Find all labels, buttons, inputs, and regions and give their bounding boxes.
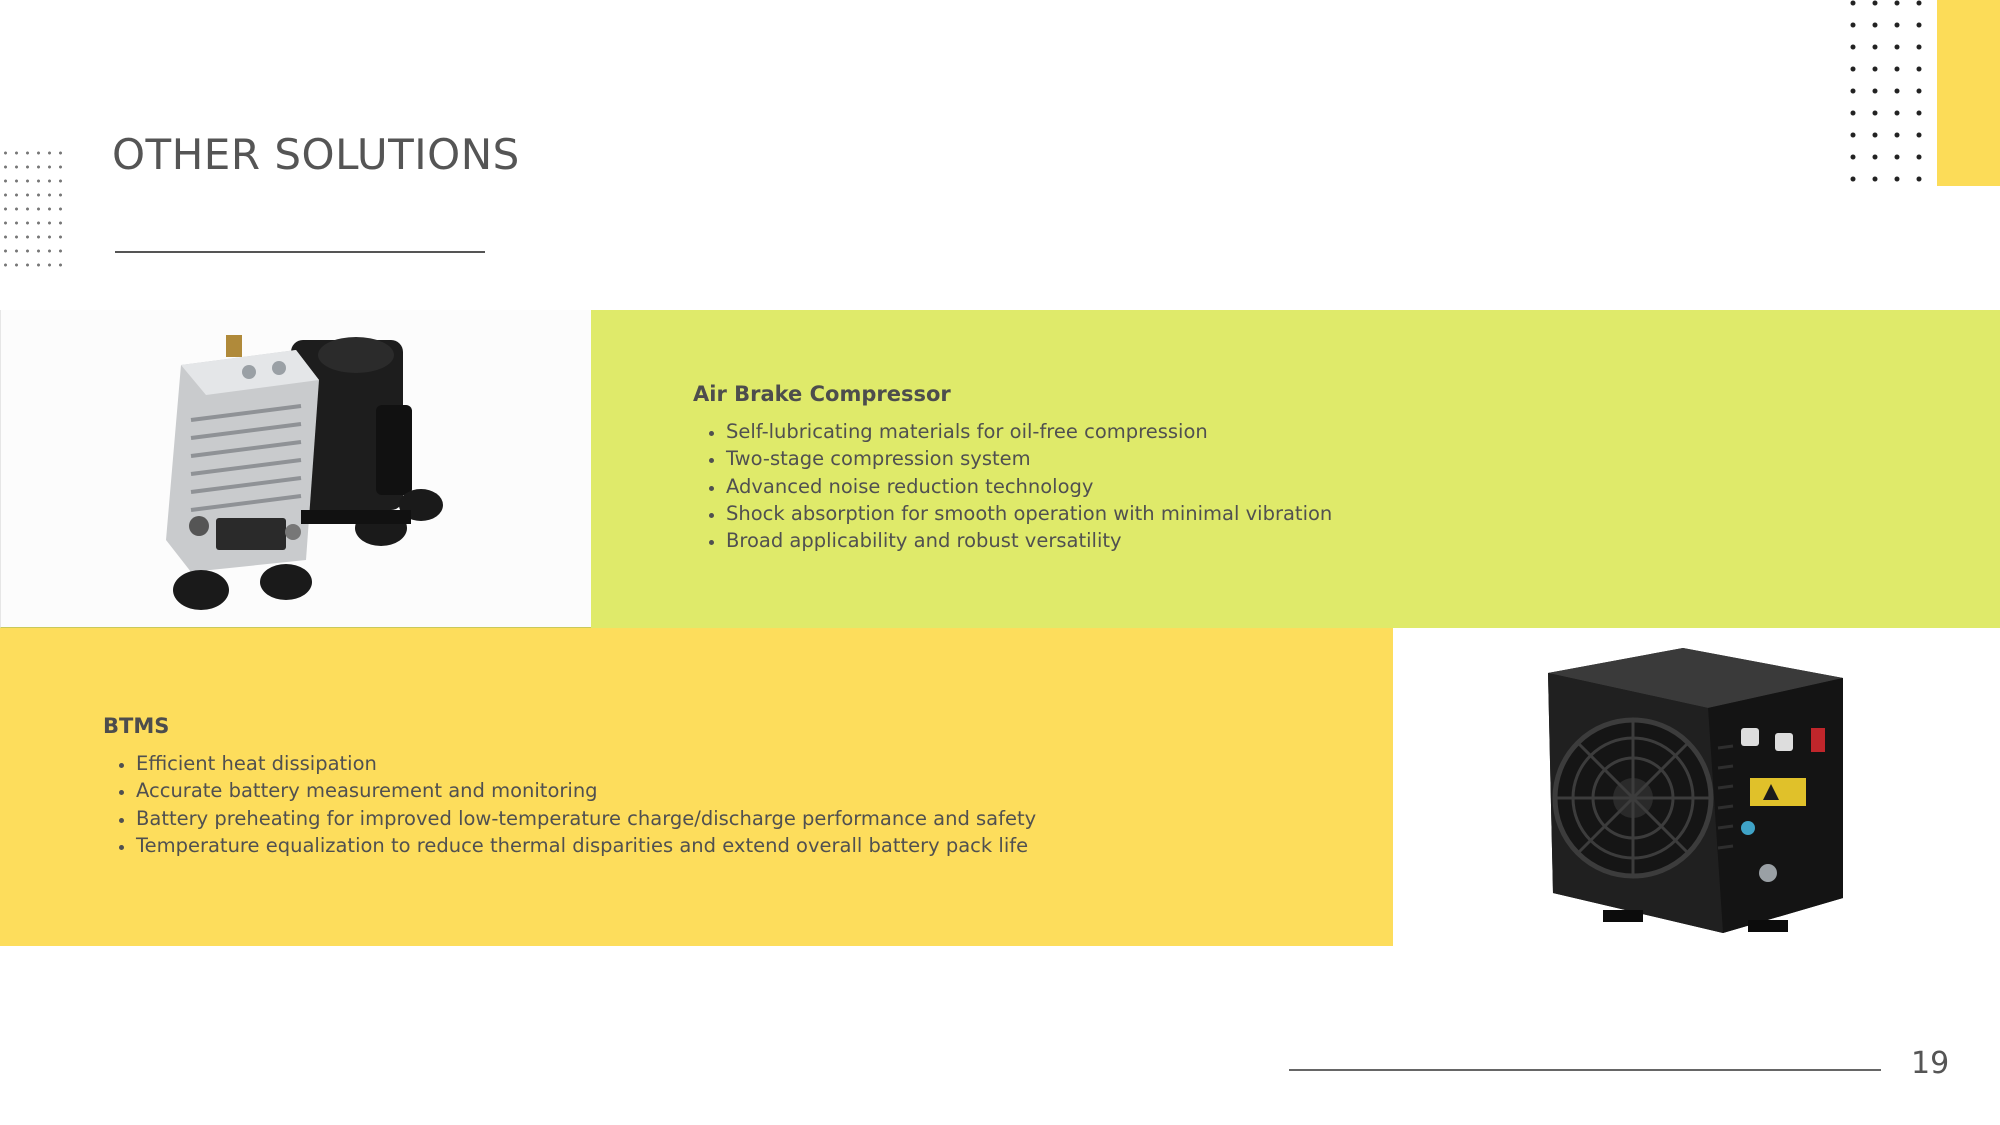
feature-list [103, 750, 1303, 859]
footer-rule [1289, 1069, 1881, 1071]
corner-accent-bar [1937, 0, 2000, 186]
feature-item: Efficient heat dissipation [103, 750, 1303, 777]
page-number: 19 [1911, 1046, 1950, 1081]
product-title: Air Brake Compressor [693, 382, 951, 406]
feature-item: Shock absorption for smooth operation with minimal vibration [693, 500, 1893, 527]
btms-text [103, 714, 1303, 859]
dot-pattern-left [0, 146, 70, 270]
feature-item: Two-stage compression system [693, 445, 1893, 472]
air-brake-compressor-text [693, 382, 1893, 554]
feature-item: Temperature equalization to reduce thermal disparities and extend overall battery pack life [103, 832, 1303, 859]
feature-item: Broad applicability and robust versatility [693, 527, 1893, 554]
dot-pattern-right [1835, 0, 1945, 188]
feature-item: Self-lubricating materials for oil-free compression [693, 418, 1893, 445]
feature-item: Accurate battery measurement and monitoring [103, 777, 1303, 804]
btms-image [1393, 628, 2000, 946]
feature-item: Advanced noise reduction technology [693, 473, 1893, 500]
air-brake-compressor-image [0, 310, 591, 628]
btms-unit-illustration [1393, 628, 2000, 946]
product-title: BTMS [103, 714, 170, 738]
feature-item: Battery preheating for improved low-temperature charge/discharge performance and safety [103, 805, 1303, 832]
compressor-illustration [1, 310, 592, 628]
title-underline [115, 251, 485, 253]
slide-title: OTHER SOLUTIONS [112, 130, 520, 179]
feature-list [693, 418, 1893, 554]
